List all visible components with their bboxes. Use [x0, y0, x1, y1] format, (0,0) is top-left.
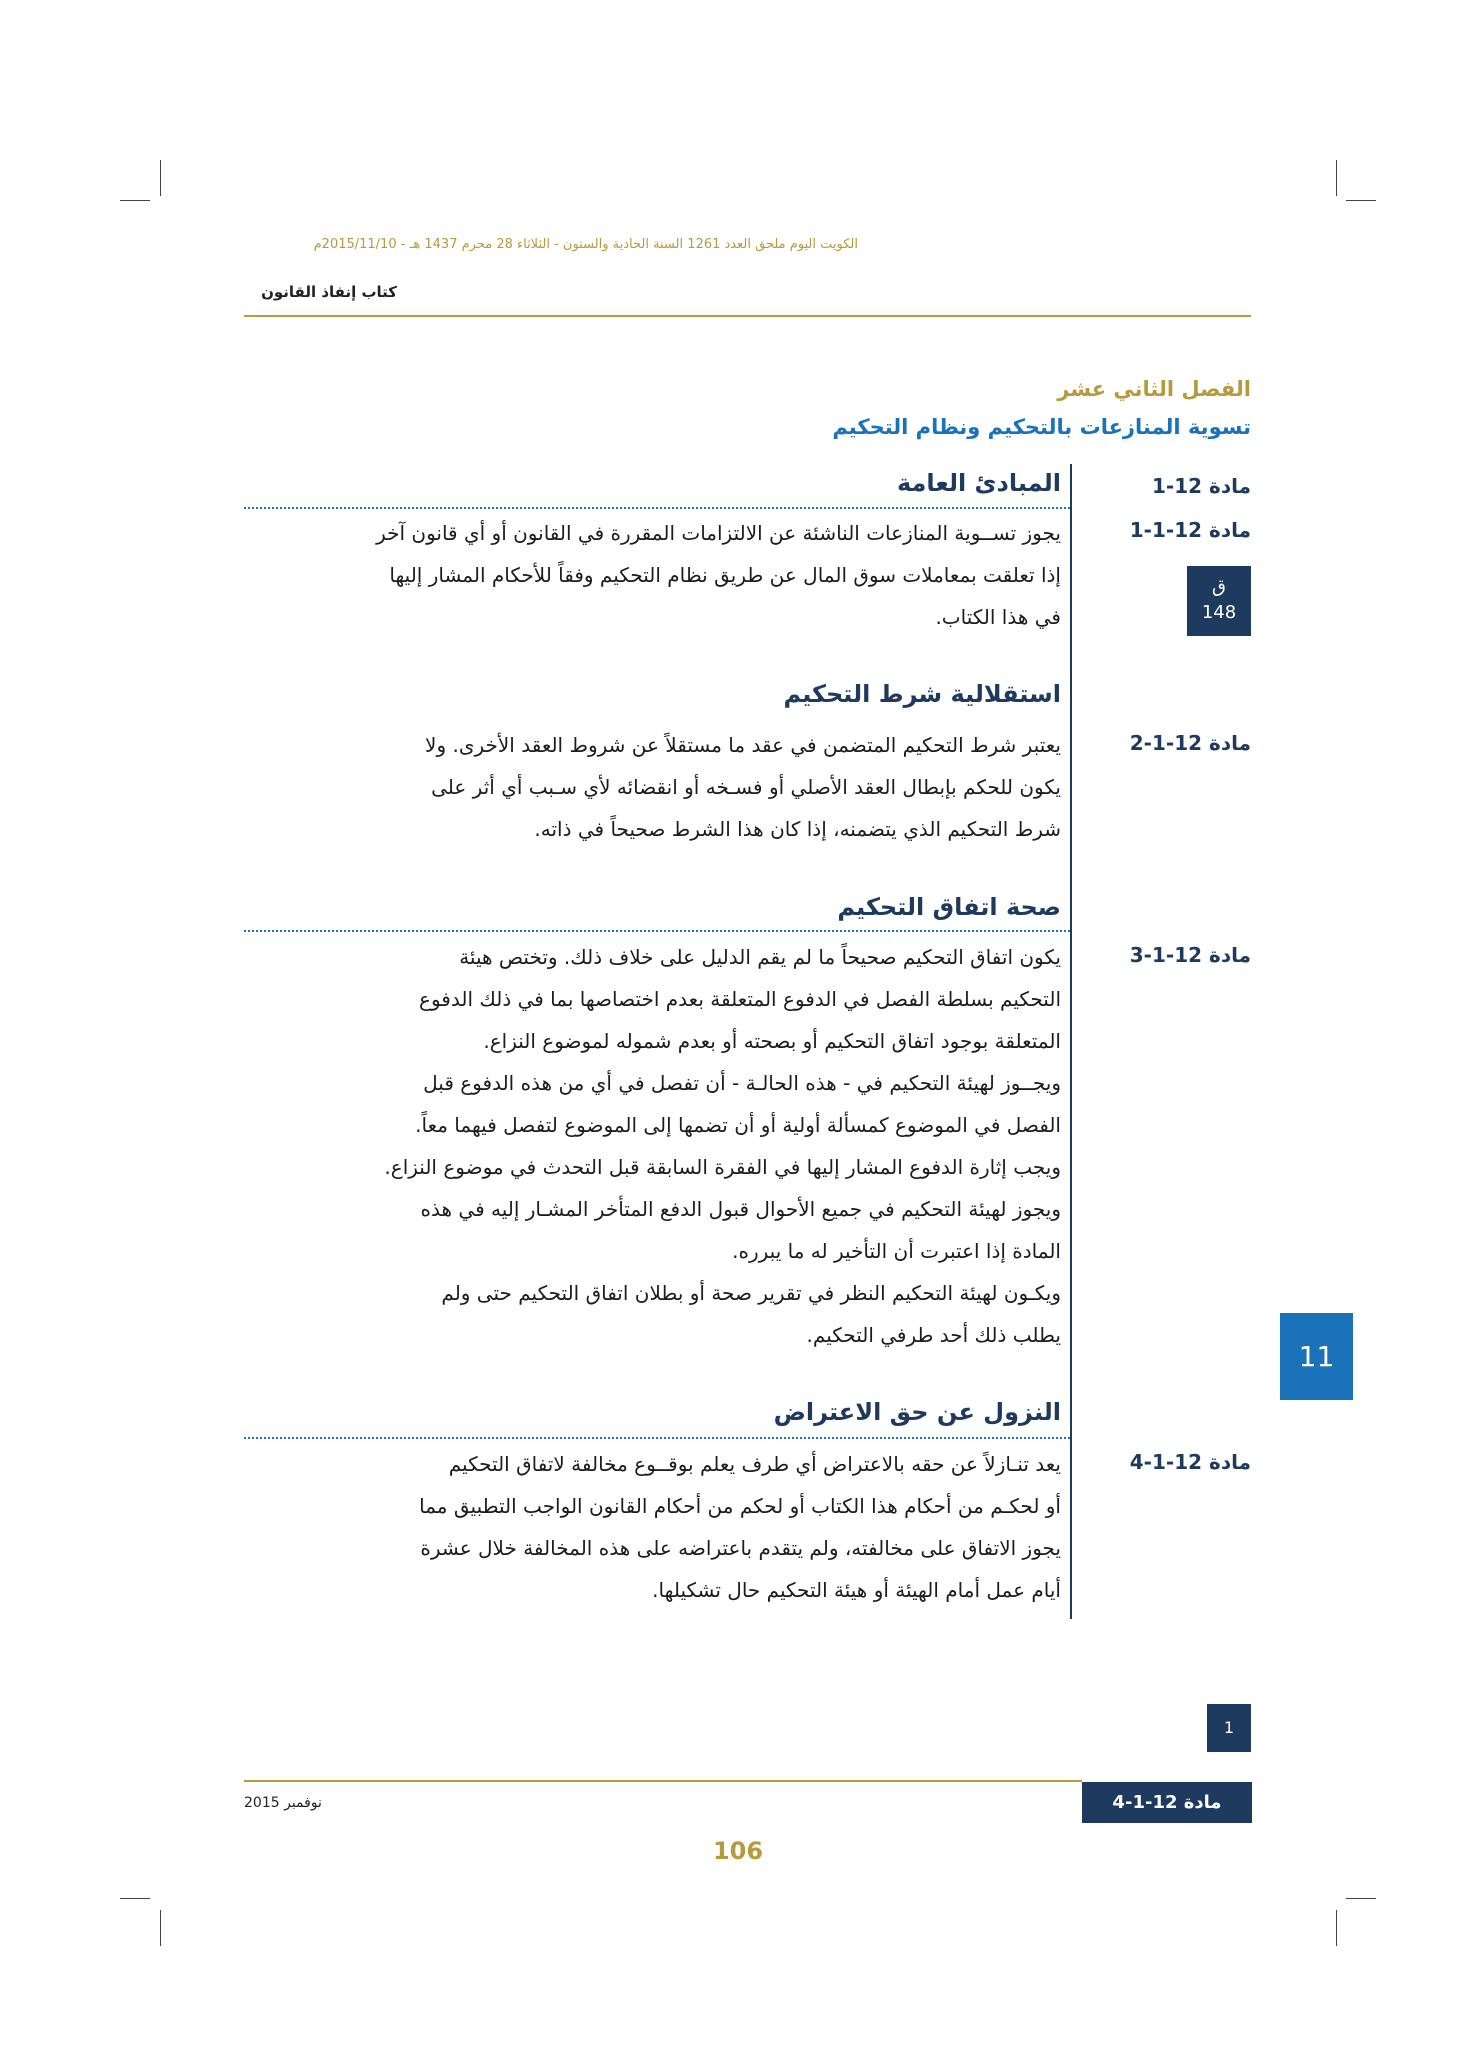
- article-label: مادة 12-1-3: [1129, 943, 1251, 967]
- text-line: الفصل في الموضوع كمسألة أولية أو أن تضمها إلى الموضوع لتفصل فيهما معاً.: [415, 1113, 1061, 1137]
- text-line: شرط التحكيم الذي يتضمنه، إذا كان هذا الشرط صحيحاً في ذاته.: [534, 817, 1061, 841]
- article-label: مادة 12-1-1: [1129, 518, 1251, 542]
- text-line: أو لحكـم من أحكام هذا الكتاب أو لحكم من أحكام القانون الواجب التطبيق مما: [419, 1494, 1061, 1518]
- section-heading: النزول عن حق الاعتراض: [773, 1398, 1061, 1426]
- crop-mark: [1336, 160, 1337, 196]
- q-label: ق: [1212, 576, 1226, 597]
- text-line: ويجــوز لهيئة التحكيم في - هذه الحالـة - أن تفصل في أي من هذه الدفوع قبل: [423, 1071, 1061, 1095]
- crop-mark: [1346, 200, 1376, 201]
- text-line: يجوز تســوية المنازعات الناشئة عن الالتزامات المقررة في القانون أو أي قانون آخر: [376, 521, 1061, 545]
- crop-mark: [1336, 1910, 1337, 1946]
- text-line: يطلب ذلك أحد طرفي التحكيم.: [806, 1323, 1061, 1347]
- crop-mark: [160, 1910, 161, 1946]
- section-heading: صحة اتفاق التحكيم: [837, 893, 1061, 921]
- header-rule: [244, 315, 1251, 317]
- article-text: [246, 724, 1061, 850]
- article-text: [246, 936, 1061, 1356]
- page-box: 1: [1207, 1704, 1251, 1752]
- section-heading: استقلالية شرط التحكيم: [783, 680, 1061, 708]
- text-line: يكون للحكم بإبطال العقد الأصلي أو فسـخه أو انقضائه لأي سـبب أي أثر على: [431, 775, 1061, 799]
- crop-mark: [160, 160, 161, 196]
- text-line: أيام عمل أمام الهيئة أو هيئة التحكيم حال تشكيلها.: [652, 1578, 1061, 1602]
- article-label: مادة 12-1-2: [1129, 731, 1251, 755]
- article-text: [246, 512, 1061, 638]
- crop-mark: [120, 1898, 150, 1899]
- text-line: يعتبر شرط التحكيم المتضمن في عقد ما مستقلاً عن شروط العقد الأخرى. ولا: [425, 733, 1061, 757]
- dotted-rule: [244, 1437, 1070, 1439]
- dotted-rule: [244, 930, 1070, 932]
- footer-date: نوفمبر 2015: [244, 1795, 322, 1811]
- text-line: يجوز الاتفاق على مخالفته، ولم يتقدم باعتراضه على هذه المخالفة خلال عشرة: [420, 1536, 1061, 1560]
- article-label: مادة 12-1-4: [1129, 1450, 1251, 1474]
- q-reference-box: [1187, 566, 1251, 636]
- article-text: [246, 1443, 1061, 1611]
- text-line: المادة إذا اعتبرت أن التأخير له ما يبرره.: [732, 1239, 1061, 1263]
- text-line: ويجوز لهيئة التحكيم في جميع الأحوال قبول الدفع المتأخر المشـار إليه في هذه: [420, 1197, 1061, 1221]
- crop-mark: [120, 200, 150, 201]
- footer-article-ref: مادة 12-1-4: [1082, 1782, 1252, 1823]
- book-title: كتاب إنفاذ القانون: [261, 283, 397, 301]
- text-line: المتعلقة بوجود اتفاق التحكيم أو بصحته أو بعدم شموله لموضوع النزاع.: [483, 1029, 1061, 1053]
- page-number: 106: [712, 1837, 764, 1865]
- gazette-line: الكويت اليوم ملحق العدد 1261 السنة الحادية والستون - الثلاثاء 28 محرم 1437 هـ - 2015/11/10م: [313, 237, 858, 252]
- text-line: ويكـون لهيئة التحكيم النظر في تقرير صحة أو بطلان اتفاق التحكيم حتى ولم: [441, 1281, 1061, 1305]
- text-line: يكون اتفاق التحكيم صحيحاً ما لم يقم الدليل على خلاف ذلك. وتختص هيئة: [459, 945, 1061, 969]
- column-divider: [1070, 464, 1072, 1619]
- chapter-title: الفصل الثاني عشر: [1057, 377, 1251, 401]
- q-number: 148: [1201, 602, 1237, 623]
- section-heading: المبادئ العامة: [896, 469, 1061, 497]
- text-line: التحكيم بسلطة الفصل في الدفوع المتعلقة بعدم اختصاصها بما في ذلك الدفوع: [419, 987, 1061, 1011]
- text-line: يعد تنـازلاً عن حقه بالاعتراض أي طرف يعلم بوقــوع مخالفة لاتفاق التحكيم: [448, 1452, 1061, 1476]
- chapter-subtitle: تسوية المنازعات بالتحكيم ونظام التحكيم: [832, 415, 1251, 439]
- dotted-rule: [244, 507, 1070, 509]
- text-line: في هذا الكتاب.: [935, 605, 1061, 629]
- crop-mark: [1346, 1898, 1376, 1899]
- chapter-tab: 11: [1280, 1313, 1353, 1400]
- text-line: إذا تعلقت بمعاملات سوق المال عن طريق نظام التحكيم وفقاً للأحكام المشار إليها: [389, 563, 1061, 587]
- footer-rule: [244, 1780, 1082, 1782]
- text-line: ويجب إثارة الدفوع المشار إليها في الفقرة السابقة قبل التحدث في موضوع النزاع.: [384, 1155, 1061, 1179]
- article-label: مادة 12-1: [1151, 474, 1251, 498]
